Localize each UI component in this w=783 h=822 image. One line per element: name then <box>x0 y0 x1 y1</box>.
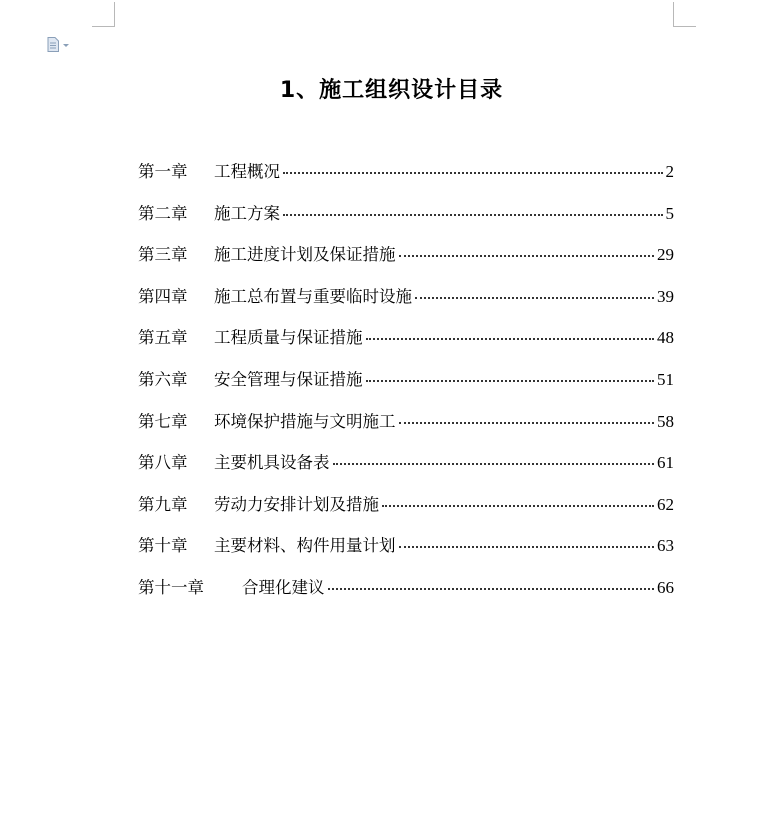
toc-page-number: 29 <box>657 245 674 265</box>
toc-entry-heading <box>138 575 325 601</box>
toc-entry[interactable] <box>138 409 674 451</box>
toc-entry-heading <box>138 409 396 435</box>
toc-page-number: 5 <box>665 203 674 223</box>
toc-page-number: 66 <box>657 577 674 597</box>
toc-chapter-title: 主要材料、构件用量计划 <box>214 536 396 556</box>
toc-page-number: 51 <box>657 369 674 389</box>
toc-chapter-title: 施工总布置与重要临时设施 <box>214 286 412 306</box>
document-icon-button[interactable] <box>47 37 69 52</box>
toc-chapter-number: 第八章 <box>138 453 188 473</box>
toc-chapter-number: 第九章 <box>138 494 188 514</box>
toc-entry-heading <box>138 492 379 518</box>
toc-entry-heading <box>138 533 396 559</box>
toc-chapter-number: 第十章 <box>138 536 188 556</box>
toc-chapter-title: 环境保护措施与文明施工 <box>214 411 396 431</box>
toc-chapter-title: 施工方案 <box>214 203 280 223</box>
toc-dot-leader <box>415 296 654 299</box>
toc-entry-heading <box>138 325 363 351</box>
toc-dot-leader <box>399 254 655 257</box>
toc-dot-leader <box>333 462 655 465</box>
toc-entry[interactable] <box>138 367 674 409</box>
table-of-contents <box>138 159 674 617</box>
toc-entry-heading <box>138 284 412 310</box>
toc-chapter-title: 主要机具设备表 <box>214 453 330 473</box>
toc-entry[interactable] <box>138 284 674 326</box>
toc-dot-leader <box>283 171 663 174</box>
toc-entry-heading <box>138 367 363 393</box>
toc-page-number: 58 <box>657 411 674 431</box>
document-icon <box>47 37 59 52</box>
toc-dot-leader <box>366 337 655 340</box>
toc-entry[interactable] <box>138 575 674 617</box>
toc-chapter-number: 第四章 <box>138 286 188 306</box>
toc-dot-leader <box>283 213 663 216</box>
toc-chapter-number: 第三章 <box>138 245 188 265</box>
toc-chapter-title: 工程质量与保证措施 <box>214 328 363 348</box>
toc-chapter-title: 合理化建议 <box>242 577 325 597</box>
toc-chapter-title: 施工进度计划及保证措施 <box>214 245 396 265</box>
toc-dot-leader <box>399 545 655 548</box>
toc-chapter-number: 第五章 <box>138 328 188 348</box>
toc-page-number: 62 <box>657 494 674 514</box>
chevron-down-icon <box>63 44 69 47</box>
toc-page-number: 2 <box>665 162 674 181</box>
toc-chapter-number: 第六章 <box>138 369 188 389</box>
toc-page-number: 63 <box>657 536 674 556</box>
toc-entry[interactable] <box>138 201 674 243</box>
page-title: 1、施工组织设计目录 <box>279 78 504 103</box>
toc-chapter-number: 第七章 <box>138 411 188 431</box>
toc-dot-leader <box>382 504 654 507</box>
toc-dot-leader <box>366 379 655 382</box>
toc-entry-heading <box>138 159 280 185</box>
toc-chapter-number: 第二章 <box>138 203 188 223</box>
toc-entry-heading <box>138 450 330 476</box>
toc-page-number: 39 <box>657 286 674 306</box>
toc-entry[interactable] <box>138 533 674 575</box>
toc-chapter-title: 安全管理与保证措施 <box>214 369 363 389</box>
toc-chapter-title: 工程概况 <box>214 162 280 181</box>
toc-entry[interactable] <box>138 325 674 367</box>
toc-entry[interactable] <box>138 159 674 201</box>
page-corner-top-left <box>92 2 115 27</box>
toc-page-number: 61 <box>657 453 674 473</box>
toc-entry[interactable] <box>138 450 674 492</box>
toc-chapter-number: 第十一章 <box>138 577 204 597</box>
toc-page-number: 48 <box>657 328 674 348</box>
toc-dot-leader <box>399 421 655 424</box>
toc-entry-heading <box>138 201 280 227</box>
toc-dot-leader <box>328 587 655 590</box>
toc-entry[interactable] <box>138 492 674 534</box>
page-corner-top-right <box>673 2 696 27</box>
toc-chapter-title: 劳动力安排计划及措施 <box>214 494 379 514</box>
toc-entry[interactable] <box>138 242 674 284</box>
toc-entry-heading <box>138 242 396 268</box>
toc-chapter-number: 第一章 <box>138 162 188 181</box>
